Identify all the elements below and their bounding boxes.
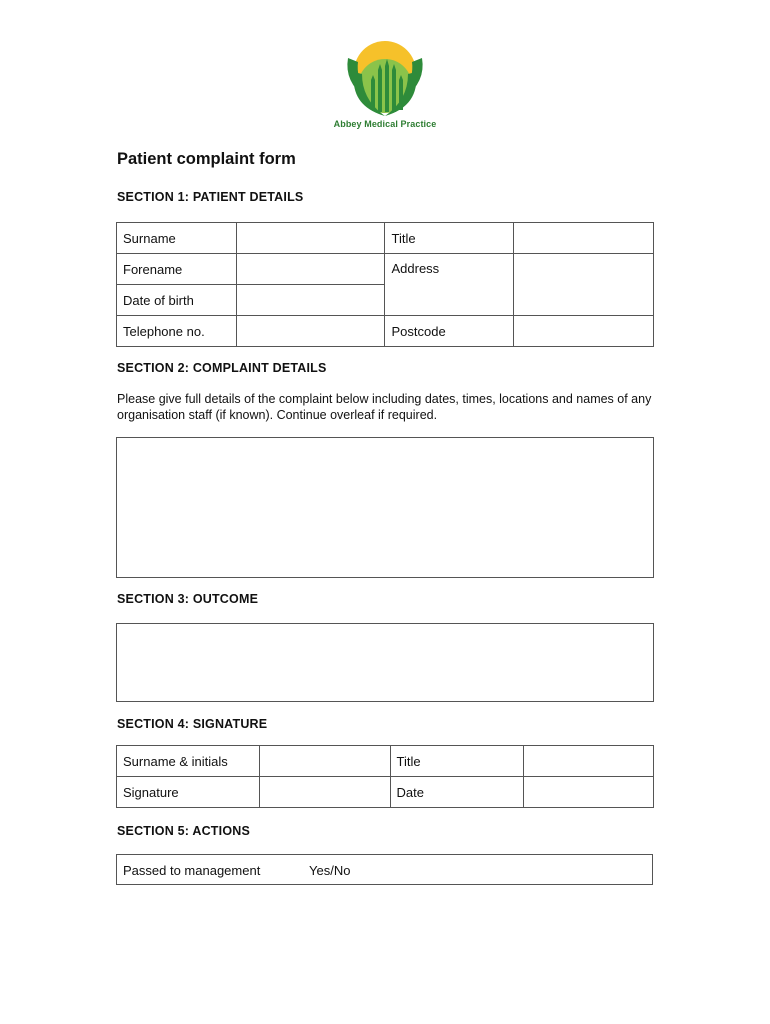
passed-to-management-label: Passed to management [123,863,261,878]
postcode-label: Postcode [385,316,514,347]
address-field[interactable] [514,254,654,316]
dob-label: Date of birth [117,285,237,316]
section4-heading: SECTION 4: SIGNATURE [117,717,268,731]
signature-table [116,745,654,808]
dob-field[interactable] [236,285,385,316]
section1-heading: SECTION 1: PATIENT DETAILS [117,190,304,204]
logo-emblem-icon [340,40,430,118]
section3-heading: SECTION 3: OUTCOME [117,592,259,606]
forename-field[interactable] [236,254,385,285]
actions-row [116,854,653,885]
page-title: Patient complaint form [117,150,296,168]
surname-label: Surname [117,223,237,254]
complaint-details-field[interactable] [116,437,654,578]
outcome-field[interactable] [116,623,654,702]
date-label: Date [390,777,524,808]
signer-title-label: Title [390,746,524,777]
surname-field[interactable] [236,223,385,254]
forename-label: Forename [117,254,237,285]
surname-initials-field[interactable] [259,746,390,777]
title-field[interactable] [514,223,654,254]
date-field[interactable] [524,777,654,808]
surname-initials-label: Surname & initials [117,746,260,777]
signature-field[interactable] [259,777,390,808]
logo-caption: Abbey Medical Practice [333,119,437,129]
title-label: Title [385,223,514,254]
signature-label: Signature [117,777,260,808]
telephone-field[interactable] [236,316,385,347]
practice-logo [330,40,440,140]
signer-title-field[interactable] [524,746,654,777]
patient-details-table [116,222,654,347]
telephone-label: Telephone no. [117,316,237,347]
postcode-field[interactable] [514,316,654,347]
section2-heading: SECTION 2: COMPLAINT DETAILS [117,361,327,375]
section5-heading: SECTION 5: ACTIONS [117,824,251,838]
yes-no-option[interactable]: Yes/No [309,863,351,878]
address-label: Address [385,254,514,316]
complaint-instructions: Please give full details of the complaint below including dates, times, locations and names of any organisation staff (if known). Continue overleaf if required. [117,392,652,422]
